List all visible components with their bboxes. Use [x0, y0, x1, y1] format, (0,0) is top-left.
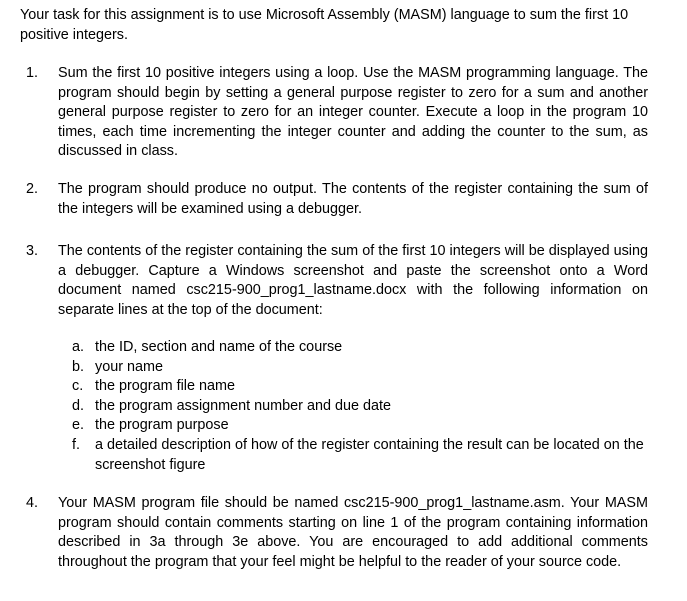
list-item-text: Sum the first 10 positive integers using a loop. Use the MASM programming language. The program should begin by setting a general purpose register to zero for a sum and another general purpose register to zero for an integer counter. Execute a loop in the program 10 times, each time incrementing the integer counter and adding the counter to the sum, as discussed in class. — [58, 65, 648, 160]
sub-list-letter: e. — [72, 417, 85, 434]
sub-list-item-d — [72, 397, 652, 417]
list-item-2 — [26, 180, 648, 219]
sub-list-letter: b. — [72, 358, 85, 375]
sub-list-text: the program assignment number and due date — [95, 397, 391, 414]
sub-list-item-c — [72, 377, 652, 397]
sub-list-item-e — [72, 416, 652, 436]
intro-paragraph: Your task for this assignment is to use Microsoft Assembly (MASM) language to sum the first 10 positive integers. — [20, 7, 629, 43]
sub-list-text: the program purpose — [95, 417, 229, 434]
sub-list-text: your name — [95, 358, 163, 375]
sub-list-letter: d. — [72, 397, 85, 414]
list-item-number: 1. — [26, 65, 39, 81]
list-item-4 — [26, 494, 648, 572]
sub-list-text: a detailed description of how of the register containing the result can be located on the screenshot figure — [95, 436, 644, 473]
sub-list-text: the program file name — [95, 378, 235, 395]
sub-list — [72, 338, 652, 475]
sub-list-letter: a. — [72, 339, 85, 355]
list-item-1 — [26, 64, 648, 162]
list-item-text: The contents of the register containing the sum of the first 10 integers will be displayed using a debugger. Capture a Windows screenshot and paste the screenshot onto a Word document named csc215-900_prog1_lastname.docx with the following information on separate lines at the top of the document: — [58, 243, 648, 318]
sub-list-letter: c. — [72, 378, 84, 395]
list-item-number: 3. — [26, 243, 39, 259]
sub-list-item-b — [72, 358, 652, 378]
list-item-number: 4. — [26, 495, 39, 511]
sub-list-text: the ID, section and name of the course — [95, 339, 343, 355]
list-item-text: Your MASM program file should be named csc215-900_prog1_lastname.asm. Your MASM program should contain comments starting on line 1 of the program containing information described in 3a through 3e above. You are encouraged to add additional comments throughout the program that your feel might be helpful to the reader of your source code. — [58, 495, 648, 570]
sub-list-item-f — [72, 436, 652, 475]
sub-list-item-a — [72, 338, 652, 358]
list-item-number: 2. — [26, 181, 39, 197]
sub-list-letter: f. — [72, 436, 80, 453]
list-item-text: The program should produce no output. The contents of the register containing the sum of the integers will be examined using a debugger. — [58, 181, 648, 217]
list-item-3 — [26, 242, 648, 320]
